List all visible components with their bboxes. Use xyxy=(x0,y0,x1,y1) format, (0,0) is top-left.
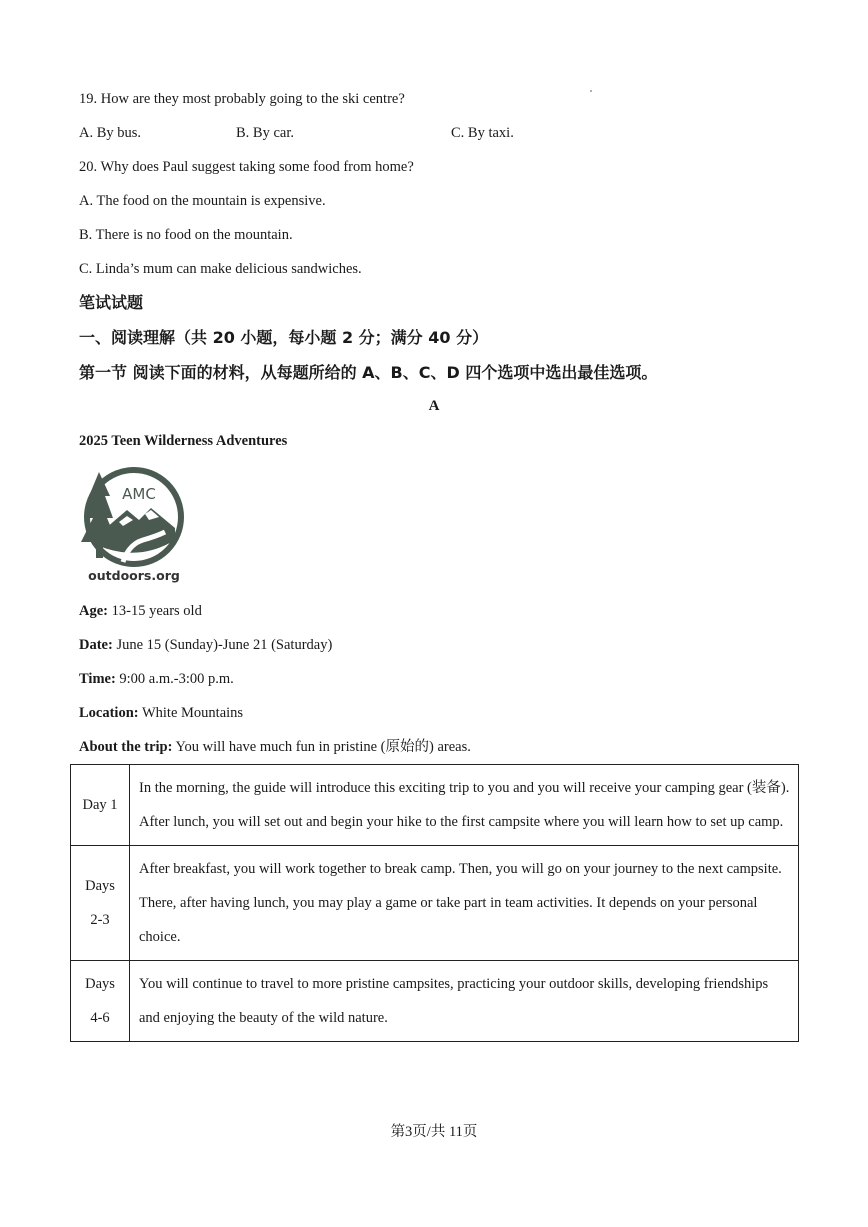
info-location xyxy=(79,704,243,722)
day-label: Days xyxy=(85,878,115,894)
info-about xyxy=(79,738,471,756)
day-description: You will continue to travel to more pristine campsites, practicing your outdoor skills, developing friendships and enjoying the beauty of the wild nature. xyxy=(130,961,799,1042)
info-label: Time: xyxy=(79,671,116,687)
q20-option-b: B. There is no food on the mountain. xyxy=(79,227,293,243)
info-value: June 15 (Sunday)-June 21 (Saturday) xyxy=(112,637,333,653)
amc-logo-text: AMC xyxy=(122,485,156,503)
schedule-table xyxy=(70,764,799,1042)
amc-logo-graphic xyxy=(79,462,189,586)
q20-option-c: C. Linda’s mum can make delicious sandwiches. xyxy=(79,261,362,277)
day-cell xyxy=(71,961,130,1042)
table-row xyxy=(71,961,799,1042)
amc-logo xyxy=(79,462,189,586)
q19-option-a: A. By bus. xyxy=(79,125,142,141)
day-range: 2-3 xyxy=(90,912,110,928)
info-age xyxy=(79,602,202,620)
logo-caption: outdoors.org xyxy=(88,568,180,583)
q19-option-c: C. By taxi. xyxy=(451,125,514,141)
passage-letter: A xyxy=(428,398,440,414)
day-range: 4-6 xyxy=(90,1010,110,1026)
reading-part-title: 一、阅读理解（共 20 小题，每小题 2 分；满分 40 分） xyxy=(79,328,489,347)
written-test-title: 笔试试题 xyxy=(79,293,144,312)
info-label: About the trip: xyxy=(79,739,173,755)
q20-option-a: A. The food on the mountain is expensive. xyxy=(79,193,326,209)
day-label: Days xyxy=(85,976,115,992)
table-row xyxy=(71,765,799,846)
info-label: Date: xyxy=(79,637,113,653)
day-label: Day 1 xyxy=(82,797,118,813)
info-value: White Mountains xyxy=(138,705,244,721)
info-date xyxy=(79,636,332,654)
question-19: 19. How are they most probably going to the ski centre? xyxy=(79,91,405,107)
info-label: Age: xyxy=(79,603,108,619)
info-value: 13-15 years old xyxy=(108,603,202,619)
page-number: 第3页/共 11页 xyxy=(390,1124,478,1140)
info-label: Location: xyxy=(79,705,139,721)
question-20: 20. Why does Paul suggest taking some food from home? xyxy=(79,159,414,175)
info-value: You will have much fun in pristine (原始的) areas. xyxy=(172,739,471,755)
info-time xyxy=(79,670,234,688)
day-cell xyxy=(71,846,130,961)
day-description: In the morning, the guide will introduce this exciting trip to you and you will receive your camping gear (装备). After lunch, you will set out and begin your hike to the first campsite where you will learn how to set up camp. xyxy=(130,765,799,846)
table-row xyxy=(71,846,799,961)
day-description: After breakfast, you will work together to break camp. Then, you will go on your journey to the next campsite. There, after having lunch, you may play a game or take part in team activities. It depends on your personal choice. xyxy=(130,846,799,961)
q19-option-b: B. By car. xyxy=(236,125,294,141)
info-value: 9:00 a.m.-3:00 p.m. xyxy=(115,671,234,687)
day-cell xyxy=(71,765,130,846)
scan-speck xyxy=(590,90,592,92)
section-instruction: 第一节 阅读下面的材料，从每题所给的 A、B、C、D 四个选项中选出最佳选项。 xyxy=(79,363,658,382)
passage-title: 2025 Teen Wilderness Adventures xyxy=(79,433,288,449)
